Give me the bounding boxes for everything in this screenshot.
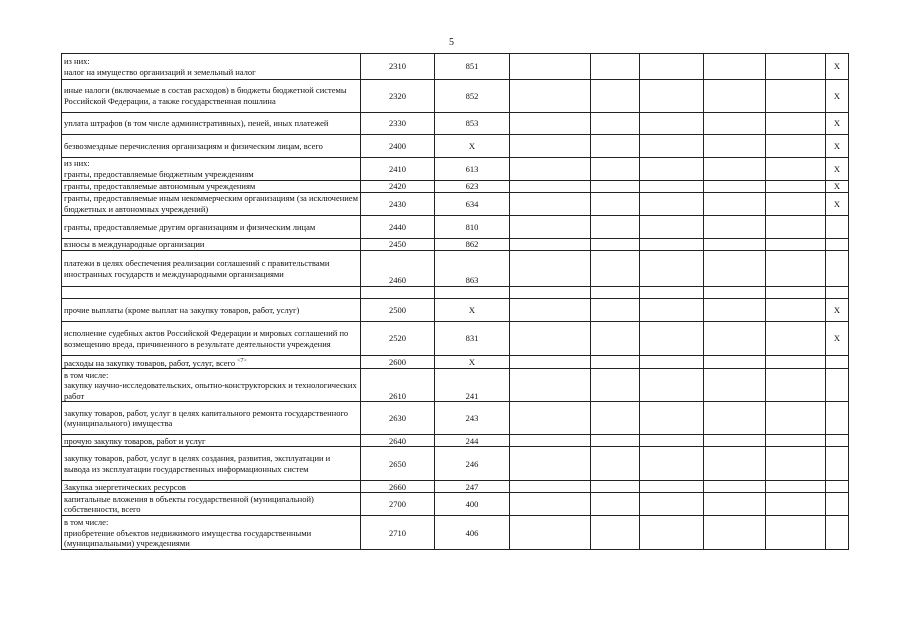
row-name: закупку товаров, работ, услуг в целях капитального ремонта государственного (муниципального) имущества bbox=[64, 407, 348, 429]
amount-cell bbox=[510, 481, 591, 493]
amount-cell bbox=[591, 435, 640, 447]
amount-cell bbox=[704, 402, 766, 435]
not-applicable-mark-cell bbox=[826, 287, 849, 299]
amount-cell bbox=[510, 369, 591, 402]
row-name: в том числе: закупку научно-исследовательских, опытно-конструкторских и технологических работ bbox=[64, 369, 357, 401]
amount-cell bbox=[704, 135, 766, 158]
row-name-cell bbox=[62, 369, 361, 402]
table-row bbox=[62, 447, 849, 481]
table-row bbox=[62, 80, 849, 113]
not-applicable-mark-cell: X bbox=[826, 193, 849, 216]
amount-cell bbox=[766, 113, 826, 135]
row-name: гранты, предоставляемые автономным учреждениям bbox=[64, 181, 256, 192]
amount-cell bbox=[766, 181, 826, 193]
amount-cell bbox=[766, 435, 826, 447]
amount-cell bbox=[704, 356, 766, 369]
row-name: уплата штрафов (в том числе административных), пеней, иных платежей bbox=[64, 118, 329, 129]
amount-cell bbox=[704, 54, 766, 80]
amount-cell bbox=[640, 113, 704, 135]
row-name: из них: гранты, предоставляемые бюджетным учреждениям bbox=[64, 158, 254, 179]
not-applicable-mark-cell bbox=[826, 239, 849, 251]
row-name: закупку товаров, работ, услуг в целях создания, развития, эксплуатации и вывода из эксплуатации государственных информационных систем bbox=[64, 453, 331, 474]
amount-cell bbox=[640, 402, 704, 435]
amount-cell bbox=[640, 322, 704, 356]
row-name-cell bbox=[62, 402, 361, 435]
table-row bbox=[62, 516, 849, 550]
amount-cell bbox=[510, 322, 591, 356]
amount-cell bbox=[510, 402, 591, 435]
row-name-cell bbox=[62, 80, 361, 113]
amount-cell bbox=[510, 158, 591, 181]
budget-code-cell: X bbox=[435, 135, 510, 158]
amount-cell bbox=[591, 158, 640, 181]
amount-cell bbox=[766, 322, 826, 356]
amount-cell bbox=[766, 239, 826, 251]
line-code-cell: 2410 bbox=[361, 158, 435, 181]
amount-cell bbox=[640, 447, 704, 481]
amount-cell bbox=[591, 493, 640, 516]
amount-cell bbox=[510, 216, 591, 239]
row-name: из них: налог на имущество организаций и земельный налог bbox=[64, 55, 256, 77]
row-name-cell bbox=[62, 447, 361, 481]
amount-cell bbox=[510, 435, 591, 447]
not-applicable-mark-cell: X bbox=[826, 135, 849, 158]
amount-cell bbox=[766, 481, 826, 493]
table-row bbox=[62, 493, 849, 516]
row-name: Закупка энергетических ресурсов bbox=[64, 481, 186, 492]
amount-cell bbox=[510, 299, 591, 322]
not-applicable-mark-cell bbox=[826, 435, 849, 447]
row-name: безвозмездные перечисления организациям и физическим лицам, всего bbox=[64, 140, 323, 151]
budget-code-cell: 400 bbox=[435, 493, 510, 516]
amount-cell bbox=[704, 299, 766, 322]
amount-cell bbox=[640, 54, 704, 80]
budget-code-cell bbox=[435, 287, 510, 299]
amount-cell bbox=[704, 158, 766, 181]
table-row bbox=[62, 322, 849, 356]
row-name-cell bbox=[62, 356, 361, 369]
not-applicable-mark-cell bbox=[826, 447, 849, 481]
not-applicable-mark-cell bbox=[826, 356, 849, 369]
amount-cell bbox=[591, 447, 640, 481]
table-row bbox=[62, 193, 849, 216]
line-code-cell: 2640 bbox=[361, 435, 435, 447]
amount-cell bbox=[510, 80, 591, 113]
budget-code-cell: 241 bbox=[435, 369, 510, 402]
amount-cell bbox=[640, 80, 704, 113]
row-name-cell bbox=[62, 181, 361, 193]
row-name-cell bbox=[62, 251, 361, 287]
amount-cell bbox=[766, 216, 826, 239]
not-applicable-mark-cell bbox=[826, 493, 849, 516]
row-name-cell bbox=[62, 516, 361, 550]
amount-cell bbox=[510, 493, 591, 516]
budget-code-cell: 852 bbox=[435, 80, 510, 113]
amount-cell bbox=[591, 322, 640, 356]
row-name: платежи в целях обеспечения реализации соглашений с правительствами иностранных государств и международными организациями bbox=[64, 257, 330, 279]
amount-cell bbox=[704, 113, 766, 135]
table-row bbox=[62, 181, 849, 193]
budget-code-cell: 863 bbox=[435, 251, 510, 287]
budget-code-cell: 851 bbox=[435, 54, 510, 80]
amount-cell bbox=[510, 239, 591, 251]
line-code-cell: 2460 bbox=[361, 251, 435, 287]
line-code-cell: 2650 bbox=[361, 447, 435, 481]
amount-cell bbox=[591, 113, 640, 135]
line-code-cell: 2700 bbox=[361, 493, 435, 516]
amount-cell bbox=[510, 135, 591, 158]
line-code-cell: 2500 bbox=[361, 299, 435, 322]
amount-cell bbox=[704, 481, 766, 493]
amount-cell bbox=[510, 193, 591, 216]
table-row bbox=[62, 54, 849, 80]
amount-cell bbox=[704, 493, 766, 516]
amount-cell bbox=[640, 516, 704, 550]
amount-cell bbox=[704, 322, 766, 356]
not-applicable-mark-cell: X bbox=[826, 54, 849, 80]
not-applicable-mark-cell: X bbox=[826, 113, 849, 135]
amount-cell bbox=[704, 447, 766, 481]
row-name: иные налоги (включаемые в состав расходов) в бюджеты бюджетной системы Российской Федерации, а также государственная пошлина bbox=[64, 85, 347, 106]
amount-cell bbox=[766, 369, 826, 402]
amount-cell bbox=[704, 239, 766, 251]
not-applicable-mark-cell bbox=[826, 516, 849, 550]
expenditure-table bbox=[61, 53, 849, 550]
budget-code-cell: 244 bbox=[435, 435, 510, 447]
amount-cell bbox=[640, 181, 704, 193]
line-code-cell: 2420 bbox=[361, 181, 435, 193]
amount-cell bbox=[766, 356, 826, 369]
table-row bbox=[62, 356, 849, 369]
amount-cell bbox=[704, 516, 766, 550]
budget-code-cell: 862 bbox=[435, 239, 510, 251]
budget-code-cell: 613 bbox=[435, 158, 510, 181]
amount-cell bbox=[510, 54, 591, 80]
row-name: в том числе: приобретение объектов недвижимого имущества государственными (муниципальными) учреждениями bbox=[64, 517, 312, 549]
footnote-ref: <7> bbox=[237, 358, 247, 364]
table-row bbox=[62, 287, 849, 299]
amount-cell bbox=[510, 181, 591, 193]
budget-code-cell: 247 bbox=[435, 481, 510, 493]
row-name: прочую закупку товаров, работ и услуг bbox=[64, 435, 206, 446]
amount-cell bbox=[591, 80, 640, 113]
amount-cell bbox=[591, 216, 640, 239]
amount-cell bbox=[766, 193, 826, 216]
amount-cell bbox=[766, 516, 826, 550]
not-applicable-mark-cell bbox=[826, 402, 849, 435]
line-code-cell: 2440 bbox=[361, 216, 435, 239]
budget-code-cell: X bbox=[435, 299, 510, 322]
row-name-cell bbox=[62, 216, 361, 239]
amount-cell bbox=[510, 251, 591, 287]
amount-cell bbox=[766, 80, 826, 113]
row-name-cell bbox=[62, 287, 361, 299]
not-applicable-mark-cell bbox=[826, 251, 849, 287]
amount-cell bbox=[591, 54, 640, 80]
amount-cell bbox=[591, 193, 640, 216]
amount-cell bbox=[510, 356, 591, 369]
table-row bbox=[62, 239, 849, 251]
amount-cell bbox=[591, 181, 640, 193]
not-applicable-mark-cell: X bbox=[826, 181, 849, 193]
amount-cell bbox=[591, 369, 640, 402]
row-name-cell bbox=[62, 158, 361, 181]
amount-cell bbox=[640, 369, 704, 402]
row-name: взносы в международные организации bbox=[64, 239, 205, 250]
amount-cell bbox=[640, 239, 704, 251]
row-name-cell bbox=[62, 113, 361, 135]
budget-code-cell: 243 bbox=[435, 402, 510, 435]
amount-cell bbox=[591, 402, 640, 435]
amount-cell bbox=[766, 158, 826, 181]
row-name-cell bbox=[62, 239, 361, 251]
amount-cell bbox=[766, 447, 826, 481]
budget-code-cell: 634 bbox=[435, 193, 510, 216]
row-name-cell bbox=[62, 193, 361, 216]
amount-cell bbox=[640, 158, 704, 181]
line-code-cell: 2610 bbox=[361, 369, 435, 402]
table-row bbox=[62, 299, 849, 322]
amount-cell bbox=[766, 402, 826, 435]
not-applicable-mark-cell bbox=[826, 481, 849, 493]
page-number: 5 bbox=[449, 37, 454, 48]
amount-cell bbox=[640, 251, 704, 287]
line-code-cell: 2330 bbox=[361, 113, 435, 135]
amount-cell bbox=[591, 356, 640, 369]
budget-code-cell: 810 bbox=[435, 216, 510, 239]
budget-code-cell: X bbox=[435, 356, 510, 369]
not-applicable-mark-cell bbox=[826, 216, 849, 239]
line-code-cell: 2630 bbox=[361, 402, 435, 435]
budget-code-cell: 623 bbox=[435, 181, 510, 193]
line-code-cell: 2520 bbox=[361, 322, 435, 356]
row-name: расходы на закупку товаров, работ, услуг, всего bbox=[64, 357, 236, 368]
row-name: прочие выплаты (кроме выплат на закупку товаров, работ, услуг) bbox=[64, 304, 300, 315]
amount-cell bbox=[591, 251, 640, 287]
amount-cell bbox=[591, 287, 640, 299]
not-applicable-mark-cell: X bbox=[826, 299, 849, 322]
line-code-cell: 2430 bbox=[361, 193, 435, 216]
line-code-cell: 2450 bbox=[361, 239, 435, 251]
amount-cell bbox=[704, 193, 766, 216]
amount-cell bbox=[510, 447, 591, 481]
amount-cell bbox=[640, 193, 704, 216]
amount-cell bbox=[510, 516, 591, 550]
table-row bbox=[62, 481, 849, 493]
row-name-cell bbox=[62, 54, 361, 80]
row-name-cell bbox=[62, 435, 361, 447]
amount-cell bbox=[704, 251, 766, 287]
amount-cell bbox=[591, 481, 640, 493]
amount-cell bbox=[591, 516, 640, 550]
amount-cell bbox=[640, 216, 704, 239]
budget-code-cell: 853 bbox=[435, 113, 510, 135]
amount-cell bbox=[640, 493, 704, 516]
amount-cell bbox=[640, 299, 704, 322]
row-name-cell bbox=[62, 493, 361, 516]
table-row bbox=[62, 402, 849, 435]
amount-cell bbox=[704, 216, 766, 239]
not-applicable-mark-cell: X bbox=[826, 80, 849, 113]
amount-cell bbox=[704, 369, 766, 402]
amount-cell bbox=[704, 181, 766, 193]
row-name-cell bbox=[62, 481, 361, 493]
row-name: капитальные вложения в объекты государственной (муниципальной) собственности, всего bbox=[64, 493, 314, 515]
amount-cell bbox=[766, 287, 826, 299]
amount-cell bbox=[591, 239, 640, 251]
budget-code-cell: 246 bbox=[435, 447, 510, 481]
table-row bbox=[62, 435, 849, 447]
amount-cell bbox=[766, 251, 826, 287]
amount-cell bbox=[640, 287, 704, 299]
row-name-cell bbox=[62, 322, 361, 356]
amount-cell bbox=[640, 356, 704, 369]
amount-cell bbox=[510, 113, 591, 135]
amount-cell bbox=[766, 135, 826, 158]
amount-cell bbox=[591, 135, 640, 158]
table-row bbox=[62, 251, 849, 287]
amount-cell bbox=[510, 287, 591, 299]
budget-code-cell: 406 bbox=[435, 516, 510, 550]
line-code-cell: 2310 bbox=[361, 54, 435, 80]
not-applicable-mark-cell: X bbox=[826, 322, 849, 356]
not-applicable-mark-cell: X bbox=[826, 158, 849, 181]
amount-cell bbox=[704, 80, 766, 113]
row-name: гранты, предоставляемые иным некоммерческим организациям (за исключением бюджетных и автономных учреждений) bbox=[64, 193, 358, 214]
line-code-cell: 2710 bbox=[361, 516, 435, 550]
line-code-cell: 2320 bbox=[361, 80, 435, 113]
line-code-cell: 2660 bbox=[361, 481, 435, 493]
table-row bbox=[62, 135, 849, 158]
table-row bbox=[62, 158, 849, 181]
amount-cell bbox=[766, 54, 826, 80]
table-row bbox=[62, 216, 849, 239]
amount-cell bbox=[640, 435, 704, 447]
line-code-cell: 2400 bbox=[361, 135, 435, 158]
row-name-cell bbox=[62, 299, 361, 322]
amount-cell bbox=[591, 299, 640, 322]
amount-cell bbox=[640, 135, 704, 158]
row-name: исполнение судебных актов Российской Федерации и мировых соглашений по возмещению вреда, причиненного в результате деятельности учреждения bbox=[64, 327, 349, 349]
budget-code-cell: 831 bbox=[435, 322, 510, 356]
row-name-cell bbox=[62, 135, 361, 158]
row-name: гранты, предоставляемые другим организациям и физическим лицам bbox=[64, 221, 316, 232]
table-row bbox=[62, 369, 849, 402]
not-applicable-mark-cell bbox=[826, 369, 849, 402]
table-row bbox=[62, 113, 849, 135]
amount-cell bbox=[766, 299, 826, 322]
amount-cell bbox=[640, 481, 704, 493]
amount-cell bbox=[704, 435, 766, 447]
amount-cell bbox=[766, 493, 826, 516]
line-code-cell bbox=[361, 287, 435, 299]
amount-cell bbox=[704, 287, 766, 299]
line-code-cell: 2600 bbox=[361, 356, 435, 369]
